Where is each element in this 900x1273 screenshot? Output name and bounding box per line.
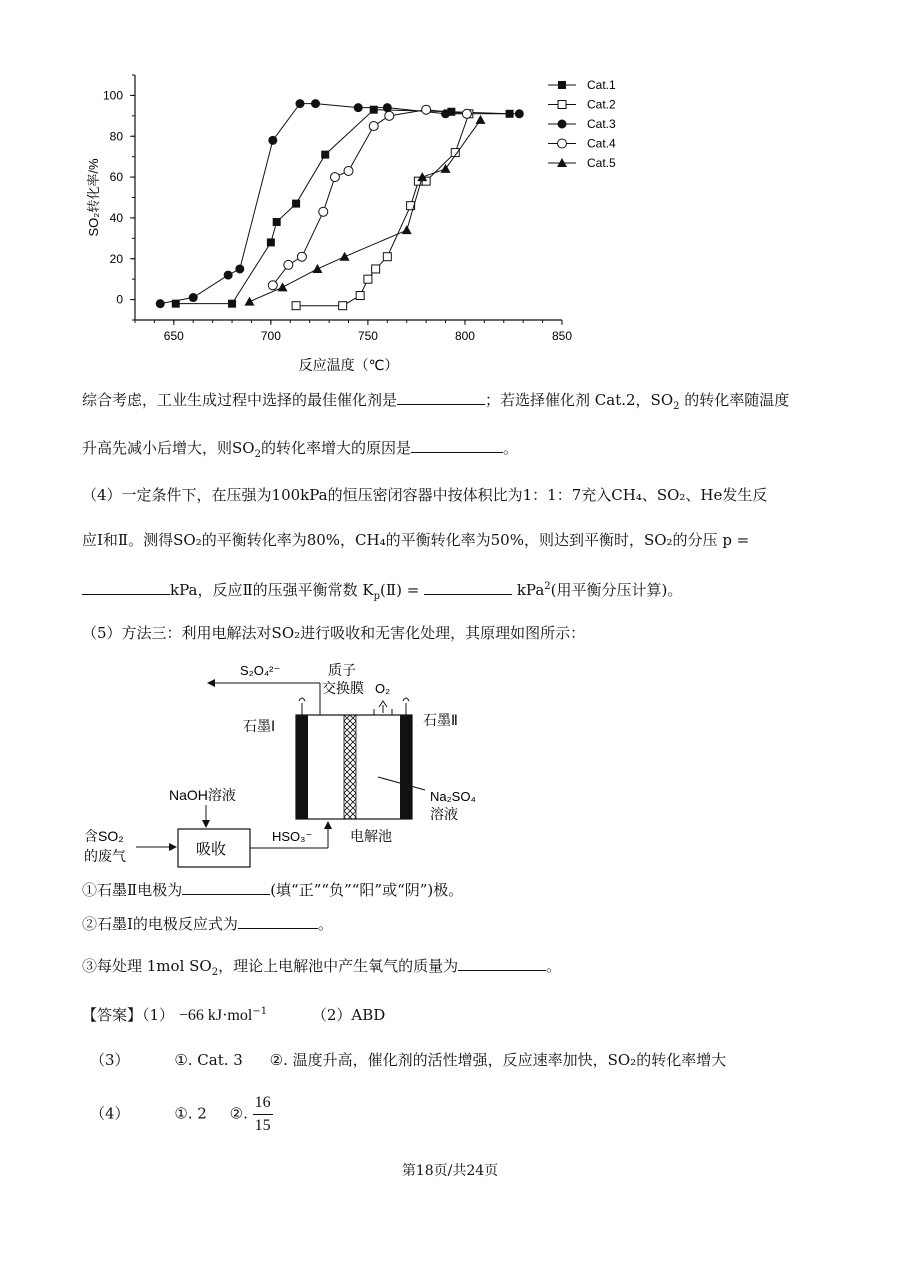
graphite-2-label: 石墨Ⅱ — [423, 712, 458, 728]
data-point — [369, 122, 378, 131]
data-point — [278, 282, 288, 291]
data-point — [292, 200, 300, 208]
x-tick-label: 850 — [551, 329, 573, 343]
data-point — [383, 103, 392, 112]
answer-1-exponent: −1 — [252, 1006, 268, 1017]
chart-series — [156, 99, 524, 310]
paragraph-line-6: （5）方法三：利用电解法对SO₂进行吸收和无害化处理，其原理如图所示： — [82, 624, 586, 642]
data-point — [462, 109, 471, 118]
data-point — [330, 173, 339, 182]
o2-label: O₂ — [375, 681, 391, 696]
paragraph-line-4: 应Ⅰ和Ⅱ。测得SO₂的平衡转化率为80%，CH₄的平衡转化率为50%，则达到平衡时，SO₂的分压 p = — [82, 531, 750, 549]
answer-blank[interactable] — [238, 914, 318, 929]
graphite-1-label: 石墨Ⅰ — [243, 718, 276, 734]
paragraph-line-2: 升高先减小后增大，则$SO_2$的转化率增大的原因是 。 — [82, 439, 518, 460]
series-cat-4 — [268, 105, 471, 290]
y-tick-label: 80 — [109, 129, 123, 144]
data-point — [417, 172, 427, 181]
y-tick-label: 60 — [109, 170, 123, 185]
absorb-label: 吸收 — [196, 841, 227, 858]
data-point — [364, 275, 372, 283]
data-point — [268, 281, 277, 290]
answer-blank[interactable] — [458, 956, 546, 971]
text-segment: (填“正”“负”“阳”或“阴”)极。 — [270, 881, 464, 899]
legend-label: Cat.4 — [587, 136, 616, 151]
data-point — [228, 300, 236, 308]
data-point — [515, 109, 524, 118]
data-point — [372, 265, 380, 273]
data-point — [558, 81, 566, 89]
legend-entry — [548, 98, 616, 112]
answer-blank[interactable] — [397, 390, 485, 405]
paragraph-line-3: （4）一定条件下，在压强为100kPa的恒压密闭容器中按体积比为1：1：7充入CH₄、SO₂、He发生反 — [82, 486, 768, 504]
answer-blank[interactable] — [182, 880, 270, 895]
legend-entry — [548, 78, 616, 92]
membrane-label-1: 质子 — [328, 662, 356, 678]
so2-gas-label-1: 含SO₂ — [84, 828, 124, 844]
data-point — [297, 252, 306, 261]
membrane-label-2: 交换膜 — [322, 680, 364, 696]
graphite-electrode-1 — [296, 715, 308, 819]
data-point — [189, 293, 198, 302]
data-point — [558, 139, 567, 148]
chart-axes — [86, 75, 572, 373]
text-segment: （4） — [90, 1104, 130, 1123]
legend-entry — [548, 156, 616, 170]
data-point — [267, 238, 275, 246]
answer-4-part-2-label: ②. — [229, 1104, 248, 1123]
text-segment: ①石墨Ⅱ电极为 — [82, 881, 183, 899]
y-axis-title: SO₂转化率/% — [86, 158, 101, 237]
page-footer: 第18页/共24页 — [401, 1163, 499, 1179]
paragraph-line-1: 综合考虑，工业生成过程中选择的最佳催化剂是 ；若选择催化剂 Cat.2，$SO_2$ 的转化率随温度 — [82, 391, 790, 412]
legend-label: Cat.1 — [587, 78, 616, 92]
question-2 — [82, 914, 333, 934]
question-1 — [82, 880, 463, 900]
data-point — [292, 302, 300, 310]
hso3-label: HSO₃⁻ — [272, 829, 313, 844]
text-segment: (Ⅱ) = — [380, 581, 420, 599]
data-point — [558, 101, 566, 109]
data-point — [356, 292, 364, 300]
text-segment: 。 — [546, 957, 562, 975]
answer-line-3 — [90, 1050, 726, 1070]
question-3: ③每处理 1mol $SO_2$，理论上电解池中产生氧气的质量为 。 — [82, 957, 562, 978]
na2so4-label-1: Na₂SO₄ — [430, 789, 476, 804]
data-point — [321, 151, 329, 159]
data-point — [475, 115, 485, 124]
data-point — [370, 106, 378, 114]
data-point — [295, 99, 304, 108]
data-point — [354, 103, 363, 112]
data-point — [383, 253, 391, 261]
paragraph-line-5: kPa，反应Ⅱ的压强平衡常数 $K_p(Ⅱ) = kPa^2$(用平衡分压计算)。 — [82, 577, 682, 607]
y-tick-label: 40 — [109, 210, 123, 225]
series-cat-3 — [156, 99, 524, 308]
data-point — [284, 260, 293, 269]
graphite-electrode-2 — [400, 715, 412, 819]
answer-3-part-1: ①. Cat. 3 — [174, 1051, 243, 1069]
text-segment: ，理论上电解池中产生氧气的质量为 — [218, 957, 459, 975]
so2-conversion-chart — [86, 65, 650, 385]
series-line — [160, 104, 519, 304]
data-point — [441, 109, 450, 118]
fraction-numerator: 16 — [253, 1092, 273, 1115]
answer-2-value: （2）ABD — [311, 1006, 386, 1024]
answer-blank[interactable] — [411, 438, 503, 453]
proton-exchange-membrane — [344, 715, 356, 819]
text-segment: ；若选择催化剂 Cat.2，SO — [485, 391, 674, 409]
x-axis-title: 反应温度（℃） — [298, 357, 399, 373]
text-segment: ③每处理 1mol SO — [82, 957, 212, 975]
y-tick-label: 0 — [116, 292, 123, 307]
x-tick-label: 750 — [357, 329, 378, 343]
data-point — [339, 302, 347, 310]
series-cat-1 — [172, 106, 514, 308]
data-point — [340, 252, 350, 261]
data-point — [268, 136, 277, 145]
text-segment: 的转化率随温度 — [684, 391, 790, 409]
data-point — [224, 271, 233, 280]
data-point — [273, 218, 281, 226]
chart-legend — [548, 78, 616, 170]
answer-blank[interactable] — [82, 580, 170, 595]
data-point — [156, 299, 165, 308]
data-point — [235, 264, 244, 273]
legend-label: Cat.2 — [587, 97, 616, 112]
data-point — [245, 297, 255, 306]
data-point — [385, 111, 394, 120]
legend-entry — [548, 117, 616, 131]
fraction-denominator: 15 — [254, 1117, 271, 1134]
data-point — [402, 225, 412, 234]
s2o4-label: S₂O₄²⁻ — [240, 663, 281, 678]
x-tick-label: 800 — [454, 329, 475, 343]
y-tick-label: 100 — [102, 88, 123, 103]
legend-entry — [548, 137, 616, 151]
text-segment: 。 — [317, 915, 333, 933]
so2-gas-label-2: 的废气 — [84, 848, 126, 864]
answer-4-fraction — [253, 1092, 273, 1137]
text-segment: 。 — [502, 439, 518, 457]
text-segment: kPa — [516, 581, 545, 599]
text-segment: （1） — [142, 1006, 175, 1024]
text-segment: kPa，反应Ⅱ的压强平衡常数 K — [170, 581, 374, 599]
data-point — [319, 207, 328, 216]
answer-blank[interactable] — [424, 580, 512, 595]
answer-line-1 — [82, 1002, 385, 1026]
x-tick-label: 650 — [163, 329, 184, 343]
data-point — [422, 105, 431, 114]
answer-3-part-2: ②. 温度升高，催化剂的活性增强，反应速率加快，SO₂的转化率增大 — [269, 1051, 727, 1069]
text-segment: （3） — [90, 1051, 130, 1069]
answer-line-4 — [90, 1092, 273, 1137]
data-point — [312, 264, 322, 273]
x-tick-label: 700 — [260, 329, 281, 343]
legend-label: Cat.5 — [587, 156, 616, 170]
answer-1-value: −66 kJ·mol — [178, 1007, 253, 1024]
answer-label: 【答案】 — [82, 1006, 143, 1024]
data-point — [344, 166, 353, 175]
cell-label: 电解池 — [350, 828, 392, 844]
text-segment: (用平衡分压计算)。 — [550, 581, 683, 599]
data-point — [558, 120, 567, 129]
text-segment: 的转化率增大的原因是 — [260, 439, 411, 457]
data-point — [311, 99, 320, 108]
answer-4-part-1: ①. 2 — [174, 1104, 207, 1123]
series-line — [250, 120, 481, 302]
legend-label: Cat.3 — [587, 117, 616, 131]
na2so4-label-2: 溶液 — [430, 806, 458, 822]
text-segment: 综合考虑，工业生成过程中选择的最佳催化剂是 — [82, 391, 398, 409]
text-segment: 升高先减小后增大，则SO — [82, 439, 255, 457]
naoh-label: NaOH溶液 — [169, 787, 236, 803]
electrolysis-diagram — [80, 655, 550, 875]
text-segment: ②石墨Ⅰ的电极反应式为 — [82, 915, 238, 933]
y-tick-label: 20 — [109, 251, 123, 266]
